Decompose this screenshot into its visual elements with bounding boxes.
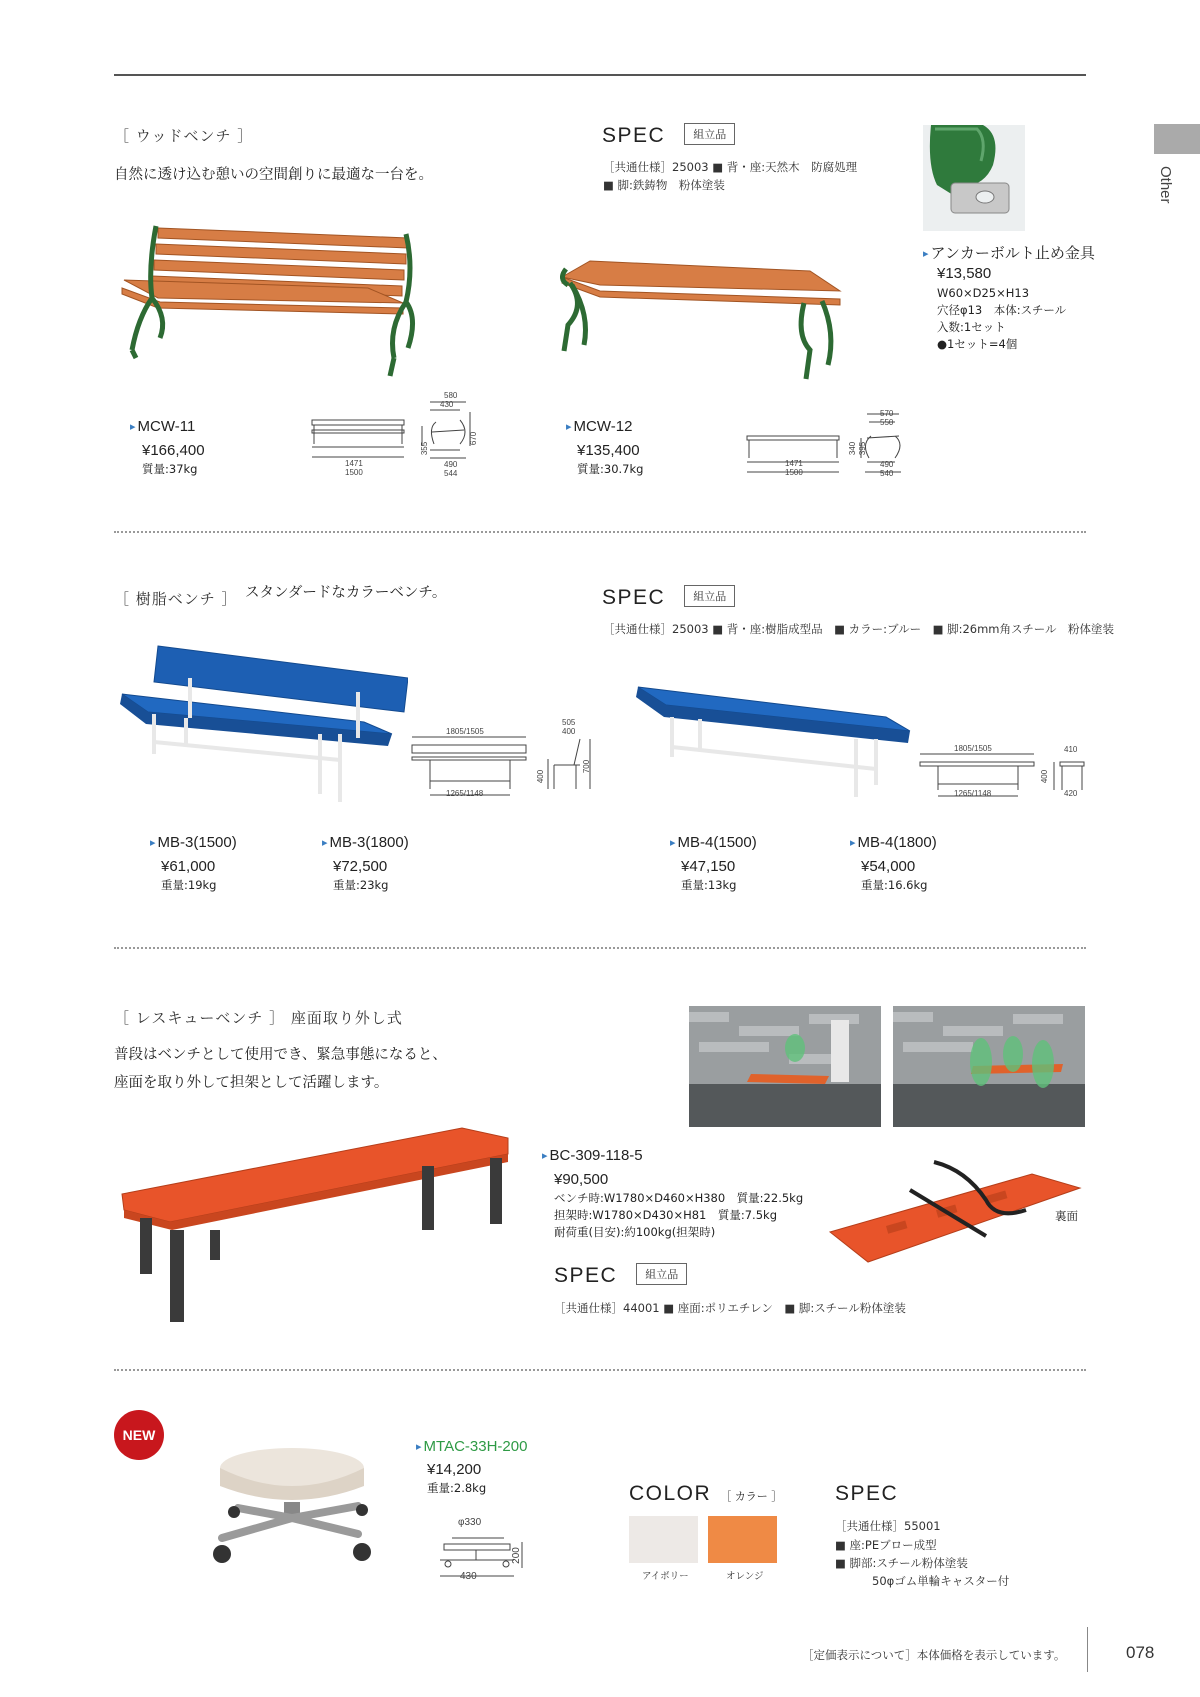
- stool-model: ▸ MTAC-33H-200: [416, 1438, 527, 1455]
- side-tab-marker: [1154, 124, 1200, 154]
- stool-color-header: [629, 1482, 782, 1506]
- mcw11-dim-d: 430: [440, 400, 454, 409]
- section-divider: [114, 531, 1086, 533]
- section-divider: [114, 947, 1086, 949]
- mcw11-price: ¥166,400: [142, 442, 205, 459]
- mb4-1500-model: ▸ MB-4(1500): [670, 834, 757, 851]
- rescue-bench-image: [118, 1118, 523, 1327]
- mcw12-dim-e: 340: [848, 441, 858, 456]
- mb3-dim-depth1: 505: [562, 718, 576, 727]
- resin-lead: スタンダードなカラーベンチ。: [245, 585, 447, 601]
- mcw12-dim-f: 395: [858, 441, 868, 456]
- anchor-bracket-photo: [923, 125, 1025, 231]
- mcw12-dim-d: 550: [880, 418, 894, 427]
- mb3-dim-total: 700: [582, 759, 592, 774]
- stool-spec-line1: ［共通仕様］55001: [835, 1519, 941, 1533]
- rescue-load-capacity: 耐荷重(目安):約100kg(担架時): [554, 1225, 716, 1239]
- stool-spec-line3: ■ 脚部:スチール粉体塗装: [835, 1556, 968, 1570]
- anchor-bracket-price: ¥13,580: [937, 265, 992, 282]
- mb3-dim-bottom: 1265/1148: [446, 789, 484, 798]
- mcw12-dim-c: 570: [880, 409, 894, 418]
- top-rule: [114, 74, 1086, 76]
- anchor-bracket-set-note: ●1セット=4個: [937, 337, 1018, 351]
- mb3-dim-depth2: 400: [562, 727, 576, 736]
- wood-spec-heading: SPEC: [602, 124, 666, 147]
- resin-section-title: ［ 樹脂ベンチ ］: [114, 590, 238, 608]
- new-badge: NEW: [114, 1410, 164, 1460]
- mb3-1500-weight: 重量:19kg: [161, 878, 217, 892]
- rescue-lead-2: 座面を取り外して担架として活躍します。: [114, 1075, 389, 1091]
- rescue-underside-image: [826, 1160, 1086, 1269]
- mb3-dim-height: 400: [536, 769, 546, 784]
- rescue-spec-header: [554, 1264, 687, 1289]
- mb4-1800-price: ¥54,000: [861, 858, 916, 875]
- mb3-dim-top: 1805/1505: [446, 727, 484, 736]
- resin-spec-header: [602, 586, 735, 611]
- rescue-bench-scene-photo: [689, 1006, 881, 1127]
- mcw11-dim-g: 490: [444, 460, 458, 469]
- side-tab-label: Other: [1157, 166, 1174, 204]
- wood-spec-header: [602, 124, 735, 149]
- page-number: 078: [1126, 1643, 1155, 1662]
- mb4-dim-depth1: 410: [1064, 745, 1078, 754]
- rescue-price: ¥90,500: [554, 1171, 609, 1188]
- mcw11-dim-a: 1471: [345, 459, 363, 468]
- rescue-spec-badge: 組立品: [636, 1263, 687, 1285]
- resin-spec-heading: SPEC: [602, 586, 666, 609]
- mcw12-weight: 質量:30.7kg: [577, 462, 644, 476]
- mb4-dim-bottom: 1265/1148: [954, 789, 992, 798]
- price-note: ［定価表示について］本体価格を表示しています。: [802, 1648, 1066, 1662]
- mb4-1800-model: ▸ MB-4(1800): [850, 834, 937, 851]
- resin-spec-badge: 組立品: [684, 585, 735, 607]
- rescue-underside-label: 裏面: [1055, 1209, 1078, 1223]
- rescue-spec-heading: SPEC: [554, 1264, 618, 1287]
- rescue-spec-line1: ［共通仕様］44001 ■ 座面:ポリエチレン ■ 脚:スチール粉体塗装: [554, 1301, 906, 1315]
- footer-separator: [1087, 1627, 1088, 1672]
- wood-spec-line1: ［共通仕様］25003 ■ 背・座:天然木 防腐処理: [603, 160, 858, 174]
- resin-spec-line1: ［共通仕様］25003 ■ 背・座:樹脂成型品 ■ カラー:ブルー ■ 脚:26mm角スチール 粉体塗装: [603, 622, 1115, 636]
- section-divider: [114, 1369, 1086, 1371]
- anchor-bracket-name: ▸ アンカーボルト止め金具: [923, 242, 1095, 263]
- stool-spec-heading: SPEC: [835, 1482, 899, 1505]
- mb3-1500-price: ¥61,000: [161, 858, 216, 875]
- mcw11-dim-c: 580: [444, 391, 458, 400]
- mb3-dimension-drawing: [410, 725, 600, 801]
- ivory-swatch-label: アイボリー: [642, 1571, 689, 1582]
- orange-swatch: [708, 1516, 777, 1563]
- mcw12-model: ▸ MCW-12: [566, 418, 632, 435]
- mcw12-dim-b: 1500: [785, 468, 803, 477]
- stool-dim-height: 200: [510, 1547, 522, 1564]
- mcw11-dim-f: 670: [469, 431, 479, 446]
- mb4-1500-price: ¥47,150: [681, 858, 736, 875]
- stool-color-heading: COLOR: [629, 1482, 712, 1505]
- mcw12-bench-image: [560, 255, 850, 394]
- mcw11-dim-h: 544: [444, 469, 458, 478]
- mb4-1800-weight: 重量:16.6kg: [861, 878, 928, 892]
- mcw12-dim-h: 540: [880, 469, 894, 478]
- stool-spec-line2: ■ 座:PEブロー成型: [835, 1538, 937, 1552]
- wood-lead: 自然に透け込む憩いの空間創りに最適な一台を。: [114, 167, 433, 183]
- stool-price: ¥14,200: [427, 1461, 482, 1478]
- mb4-bench-image: [636, 685, 916, 809]
- mb3-1800-model: ▸ MB-3(1800): [322, 834, 409, 851]
- mb4-dim-depth2: 420: [1064, 789, 1078, 798]
- mcw11-dim-e: 355: [420, 441, 430, 456]
- mb3-1800-price: ¥72,500: [333, 858, 388, 875]
- rescue-lead-1: 普段はベンチとして使用でき、緊急事態になると、: [114, 1047, 447, 1063]
- stool-weight: 重量:2.8kg: [427, 1481, 487, 1495]
- wood-section-title: ［ ウッドベンチ ］: [114, 127, 254, 145]
- mb3-1500-model: ▸ MB-3(1500): [150, 834, 237, 851]
- rescue-stretcher-spec: 担架時:W1780×D430×H81 質量:7.5kg: [554, 1208, 777, 1222]
- stool-dim-width: 430: [460, 1571, 477, 1582]
- mb3-1800-weight: 重量:23kg: [333, 878, 389, 892]
- stool-dim-top: φ330: [458, 1517, 482, 1528]
- mb4-dim-top: 1805/1505: [954, 744, 992, 753]
- ivory-swatch: [629, 1516, 698, 1563]
- mcw11-weight: 質量:37kg: [142, 462, 198, 476]
- rescue-bench-spec: ベンチ時:W1780×D460×H380 質量:22.5kg: [554, 1191, 804, 1205]
- mb4-dim-height: 400: [1040, 769, 1050, 784]
- mcw12-price: ¥135,400: [577, 442, 640, 459]
- anchor-bracket-quantity: 入数:1セット: [937, 320, 1006, 334]
- mcw12-dim-a: 1471: [785, 459, 803, 468]
- stool-spec-line4: 50φゴム単輪キャスター付: [872, 1574, 1010, 1588]
- mb4-1500-weight: 重量:13kg: [681, 878, 737, 892]
- wood-spec-line2: ■ 脚:鉄鋳物 粉体塗装: [603, 178, 725, 192]
- anchor-bracket-size: W60×D25×H13: [937, 286, 1030, 300]
- rescue-stretcher-scene-photo: [893, 1006, 1085, 1127]
- stool-image: [208, 1448, 388, 1580]
- wood-spec-badge: 組立品: [684, 123, 735, 145]
- mb3-bench-image: [118, 642, 408, 811]
- stool-color-subheading: ［ カラー ］: [720, 1490, 783, 1503]
- mcw12-dim-g: 490: [880, 460, 894, 469]
- rescue-section-title: ［ レスキューベンチ ］ 座面取り外し式: [114, 1009, 403, 1027]
- rescue-model: ▸ BC-309-118-5: [542, 1147, 643, 1164]
- mcw11-model: ▸ MCW-11: [130, 418, 195, 435]
- mcw11-bench-image: [118, 218, 418, 392]
- anchor-bracket-material: 穴径φ13 本体:スチール: [937, 303, 1067, 317]
- mcw11-dim-b: 1500: [345, 468, 363, 477]
- orange-swatch-label: オレンジ: [726, 1571, 764, 1582]
- mb4-dimension-drawing: [918, 742, 1088, 802]
